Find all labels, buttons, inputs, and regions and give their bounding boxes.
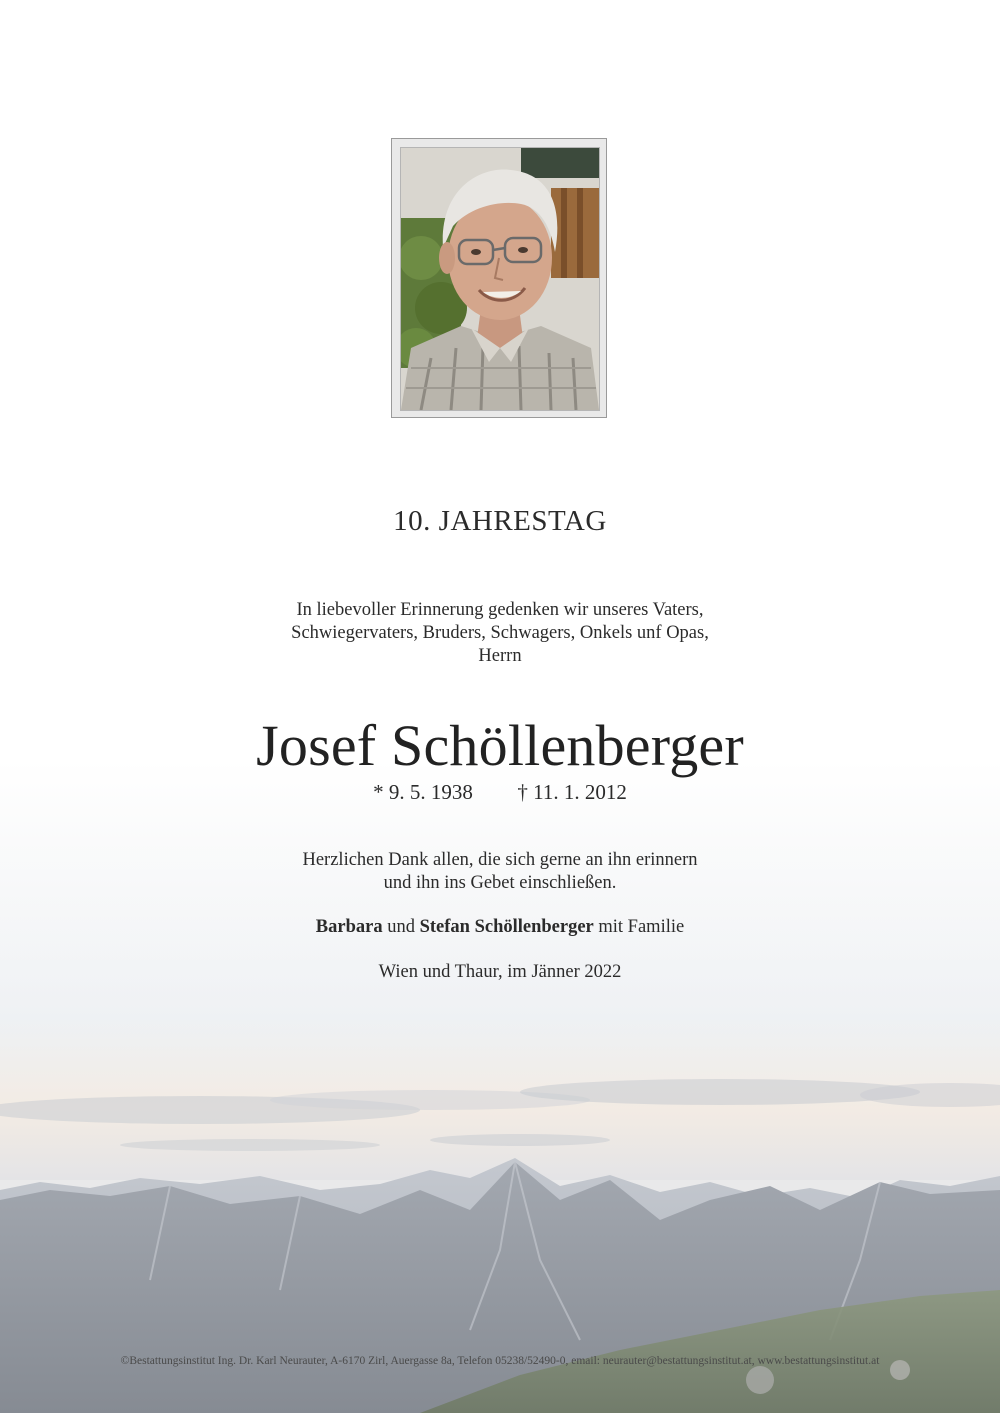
intro-line: Herrn (478, 646, 522, 666)
portrait-frame (391, 138, 607, 418)
birth-symbol: * (373, 780, 384, 804)
anniversary-heading: 10. JAHRESTAG (393, 505, 607, 537)
family-name-2: Stefan Schöllenberger (419, 917, 594, 937)
footer-imprint: ©Bestattungsinstitut Ing. Dr. Karl Neurauter, A-6170 Zirl, Auergasse 8a, Telefon 05238/52490-0, email: neurauter@bestattungsinstitut.at, www.bestattungsinstitut.at (120, 1355, 880, 1367)
family-suffix: mit Familie (598, 917, 685, 937)
portrait-photo-icon (401, 148, 599, 410)
intro-text (0, 599, 1000, 668)
place-and-date: Wien und Thaur, im Jänner 2022 (378, 962, 622, 982)
family-name-1: Barbara (315, 917, 383, 937)
intro-line: In liebevoller Erinnerung gedenken wir unseres Vaters, (296, 600, 704, 620)
thanks-line: Herzlichen Dank allen, die sich gerne an ihn erinnern (302, 850, 698, 870)
family-signature (0, 917, 1000, 938)
death-symbol: † (517, 780, 528, 804)
intro-line: Schwiegervaters, Bruders, Schwagers, Onkels unf Opas, (291, 623, 709, 643)
family-connector: und (387, 917, 415, 937)
deceased-name: Josef Schöllenberger (256, 713, 744, 778)
birth-date: 9. 5. 1938 (388, 780, 473, 804)
life-dates (0, 780, 1000, 805)
portrait-photo (400, 147, 600, 411)
thanks-text (0, 849, 1000, 895)
death-date: 11. 1. 2012 (533, 780, 627, 804)
thanks-line: und ihn ins Gebet einschließen. (383, 873, 617, 893)
